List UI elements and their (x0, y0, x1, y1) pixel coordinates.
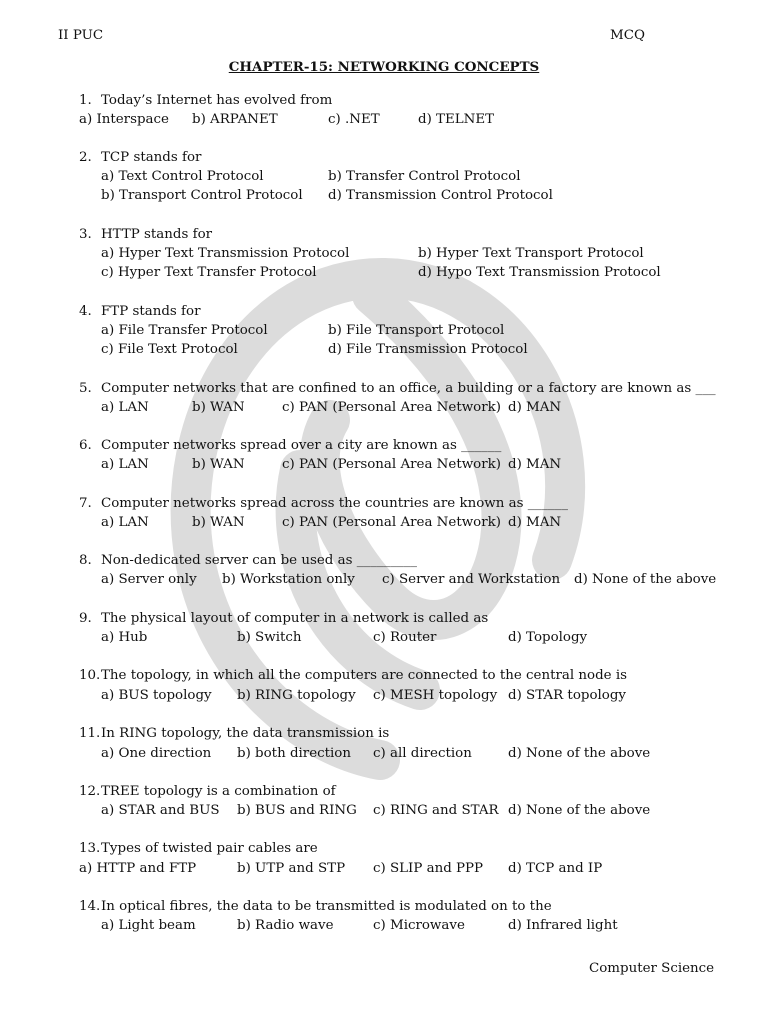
option-d: d) MAN (508, 400, 562, 415)
question-text: The topology, in which all the computers are connected to the central node is (101, 668, 627, 683)
option-c: c) .NET (328, 112, 380, 127)
option-a: a) Light beam (101, 918, 196, 933)
question-number: 1. (79, 93, 92, 108)
question-number: 12. (79, 784, 101, 799)
option-c: b) Transport Control Protocol (101, 188, 303, 203)
option-d: d) None of the above (508, 803, 651, 818)
option-c: c) MESH topology (373, 688, 498, 703)
question-number: 14. (79, 899, 101, 914)
question-text: TREE topology is a combination of (101, 784, 336, 799)
question-text: Types of twisted pair cables are (101, 841, 318, 856)
option-d: d) Topology (508, 630, 588, 645)
option-c: c) PAN (Personal Area Network) (282, 515, 501, 530)
option-a: a) Hyper Text Transmission Protocol (101, 246, 350, 261)
question-text: The physical layout of computer in a network is called as (101, 611, 489, 626)
option-d: d) STAR topology (508, 688, 626, 703)
header-type: MCQ (610, 28, 645, 43)
option-c: c) Router (373, 630, 437, 645)
option-a: a) One direction (101, 746, 212, 761)
question-number: 8. (79, 553, 92, 568)
question-text: HTTP stands for (101, 227, 213, 242)
option-c: c) all direction (373, 746, 472, 761)
question-text: TCP stands for (101, 150, 202, 165)
question-number: 9. (79, 611, 92, 626)
option-c: c) PAN (Personal Area Network) (282, 457, 501, 472)
option-d: d) Hypo Text Transmission Protocol (418, 265, 661, 280)
question-text: Non-dedicated server can be used as _________ (101, 553, 417, 568)
option-b: b) WAN (192, 457, 245, 472)
option-b: b) Transfer Control Protocol (328, 169, 521, 184)
question-text: In RING topology, the data transmission is (101, 726, 390, 741)
question-number: 4. (79, 304, 92, 319)
option-d: d) Infrared light (508, 918, 618, 933)
question-number: 13. (79, 841, 101, 856)
option-a: a) File Transfer Protocol (101, 323, 268, 338)
option-b: b) both direction (237, 746, 351, 761)
option-d: d) MAN (508, 515, 562, 530)
page-title: CHAPTER-15: NETWORKING CONCEPTS (228, 59, 540, 75)
question-number: 11. (79, 726, 101, 741)
option-d: d) None of the above (574, 572, 717, 587)
option-a: a) LAN (101, 400, 149, 415)
option-d: d) TELNET (418, 112, 495, 127)
option-b: b) WAN (192, 400, 245, 415)
option-a: a) LAN (101, 457, 149, 472)
question-text: FTP stands for (101, 304, 201, 319)
option-a: a) Hub (101, 630, 148, 645)
question-number: 5. (79, 381, 92, 396)
option-b: b) WAN (192, 515, 245, 530)
option-c: c) RING and STAR (373, 803, 499, 818)
option-b: b) UTP and STP (237, 861, 346, 876)
option-a: a) BUS topology (101, 688, 212, 703)
option-b: b) RING topology (237, 688, 356, 703)
option-d: d) None of the above (508, 746, 651, 761)
option-a: a) STAR and BUS (101, 803, 220, 818)
option-c: c) SLIP and PPP (373, 861, 484, 876)
option-b: b) Switch (237, 630, 302, 645)
option-b: b) Radio wave (237, 918, 334, 933)
question-number: 2. (79, 150, 92, 165)
option-d: d) Transmission Control Protocol (328, 188, 553, 203)
question-text: Computer networks spread across the countries are known as ______ (101, 496, 568, 511)
option-d: d) TCP and IP (508, 861, 603, 876)
option-a: a) Text Control Protocol (101, 169, 264, 184)
option-b: b) ARPANET (192, 112, 278, 127)
option-c: c) File Text Protocol (101, 342, 238, 357)
option-c: c) Server and Workstation (382, 572, 561, 587)
option-b: b) Hyper Text Transport Protocol (418, 246, 644, 261)
option-d: d) File Transmission Protocol (328, 342, 528, 357)
option-b: b) BUS and RING (237, 803, 357, 818)
option-b: b) Workstation only (222, 572, 355, 587)
option-c: c) Hyper Text Transfer Protocol (101, 265, 317, 280)
question-text: Today’s Internet has evolved from (101, 93, 333, 108)
question-number: 6. (79, 438, 92, 453)
question-text: Computer networks spread over a city are known as ______ (101, 438, 502, 453)
option-a: a) LAN (101, 515, 149, 530)
question-text: In optical fibres, the data to be transmitted is modulated on to the (101, 899, 552, 914)
option-c: c) Microwave (373, 918, 465, 933)
footer-subject: Computer Science (589, 961, 715, 976)
header-class: II PUC (58, 28, 104, 43)
option-a: a) Server only (101, 572, 197, 587)
option-b: b) File Transport Protocol (328, 323, 505, 338)
question-number: 3. (79, 227, 92, 242)
question-number: 10. (79, 668, 101, 683)
option-d: d) MAN (508, 457, 562, 472)
option-a: a) HTTP and FTP (79, 861, 197, 876)
option-c: c) PAN (Personal Area Network) (282, 400, 501, 415)
question-text: Computer networks that are confined to an office, a building or a factory are known as ___ (101, 381, 716, 396)
option-a: a) Interspace (79, 112, 169, 127)
question-number: 7. (79, 496, 92, 511)
